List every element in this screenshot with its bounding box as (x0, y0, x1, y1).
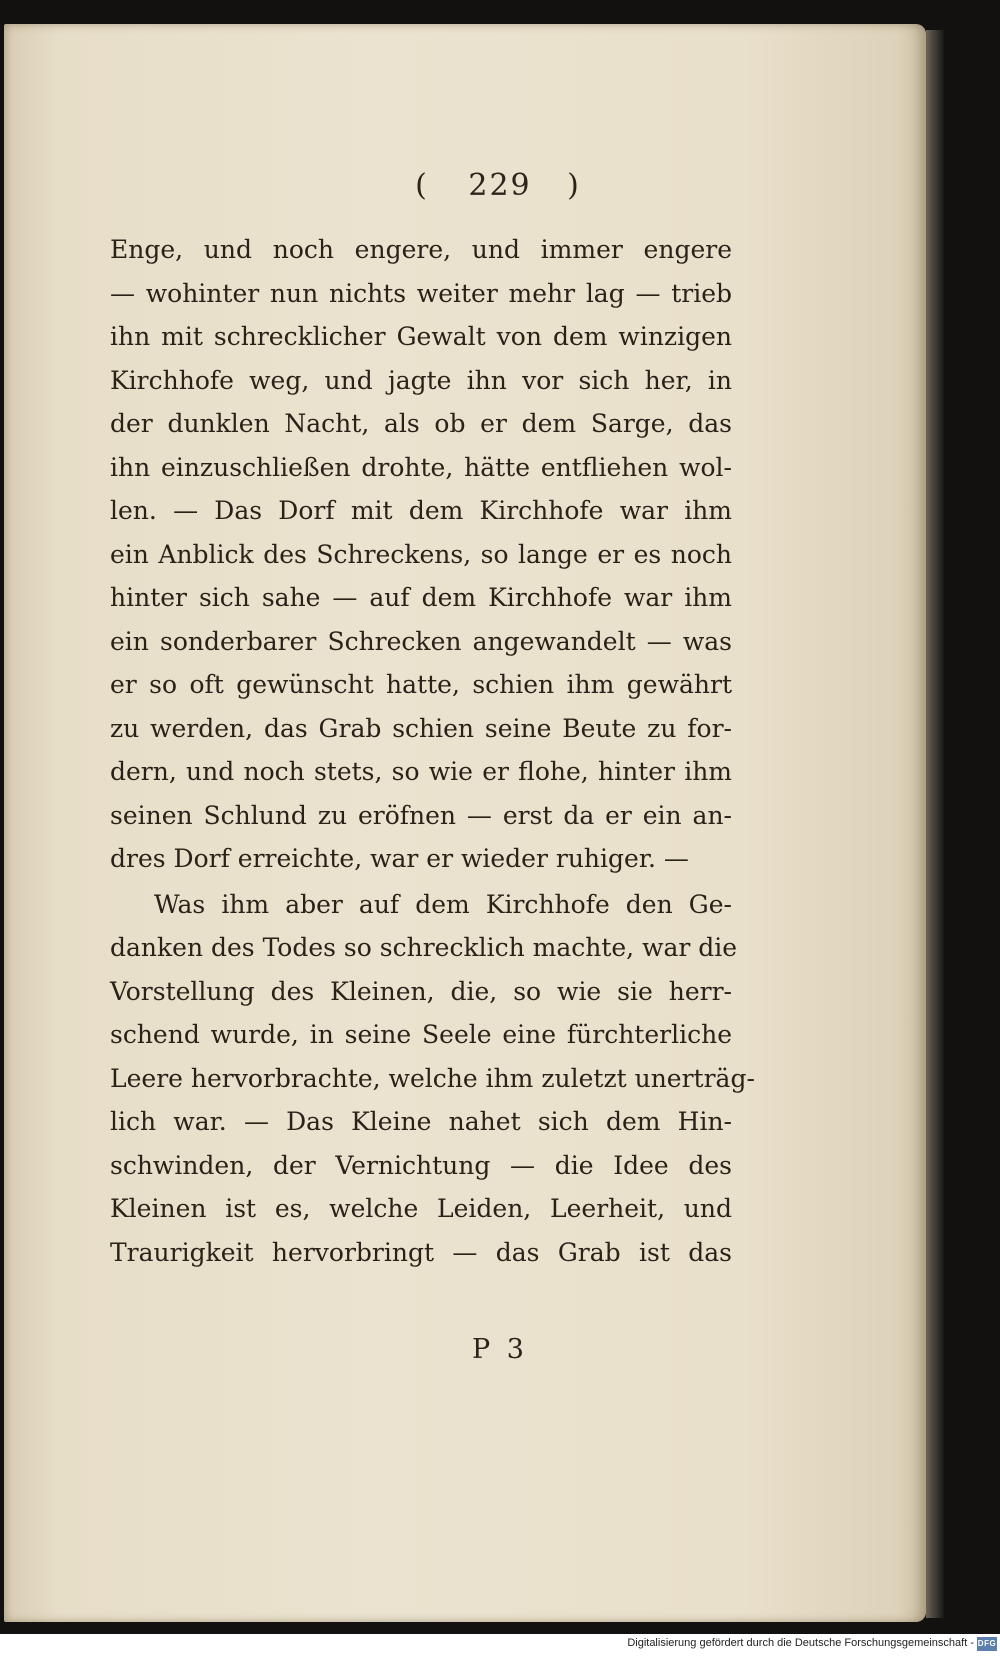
text-line: schend wurde, in seine Seele eine fürchterliche (110, 1020, 732, 1049)
text-line: len. — Das Dorf mit dem Kirchhofe war ihm (110, 496, 732, 525)
page-header (0, 168, 1000, 203)
text-line: er so oft gewünscht hatte, schien ihm gewährt (110, 670, 732, 699)
text-line: Enge, und noch engere, und immer engere (110, 235, 732, 264)
text-line: Kirchhofe weg, und jagte ihn vor sich her, in (110, 365, 732, 395)
text-line: lich war. — Das Kleine nahet sich dem Hin- (110, 1107, 732, 1136)
text-line: schwinden, der Vernichtung — die Idee des (110, 1150, 732, 1180)
dfg-logo: DFG (977, 1637, 997, 1651)
text-line: dern, und noch stets, so wie er flohe, hinter ihm (110, 757, 732, 786)
signature-mark: P 3 (472, 1334, 528, 1365)
text-line: dres Dorf erreichte, war er wieder ruhiger. — (110, 844, 689, 873)
body-text (110, 228, 755, 1274)
funding-credit: Digitalisierung gefördert durch die Deutsche Forschungsgemeinschaft - (627, 1637, 974, 1649)
header-open-paren: ( (415, 168, 433, 203)
page-edge-shadow (926, 30, 944, 1618)
header-close-paren: ) (567, 168, 585, 203)
text-line: — wohinter nun nichts weiter mehr lag — trieb (110, 278, 732, 308)
text-line: ihn mit schrecklicher Gewalt von dem winzigen (110, 322, 732, 351)
text-line: Was ihm aber auf dem Kirchhofe den Ge- (154, 889, 732, 919)
text-line: ein sonderbarer Schrecken angewandelt — was (110, 626, 732, 656)
text-line: ein Anblick des Schreckens, so lange er es noch (110, 539, 732, 569)
text-line: seinen Schlund zu eröfnen — erst da er ein an- (110, 800, 732, 830)
page-number: 229 (468, 168, 532, 203)
text-line: Traurigkeit hervorbringt — das Grab ist das (110, 1237, 732, 1267)
text-line: Vorstellung des Kleinen, die, so wie sie herr- (110, 976, 732, 1006)
text-line: danken des Todes so schrecklich machte, war die (110, 933, 738, 962)
text-line: Leere hervorbrachte, welche ihm zuletzt unerträg- (110, 1063, 755, 1093)
text-line: Kleinen ist es, welche Leiden, Leerheit, und (110, 1194, 732, 1223)
text-line: zu werden, das Grab schien seine Beute zu for- (110, 713, 732, 743)
text-line: ihn einzuschließen drohte, hätte entfliehen wol- (110, 452, 732, 482)
text-line: der dunklen Nacht, als ob er dem Sarge, das (110, 409, 732, 438)
text-line: hinter sich sahe — auf dem Kirchhofe war ihm (110, 583, 732, 612)
